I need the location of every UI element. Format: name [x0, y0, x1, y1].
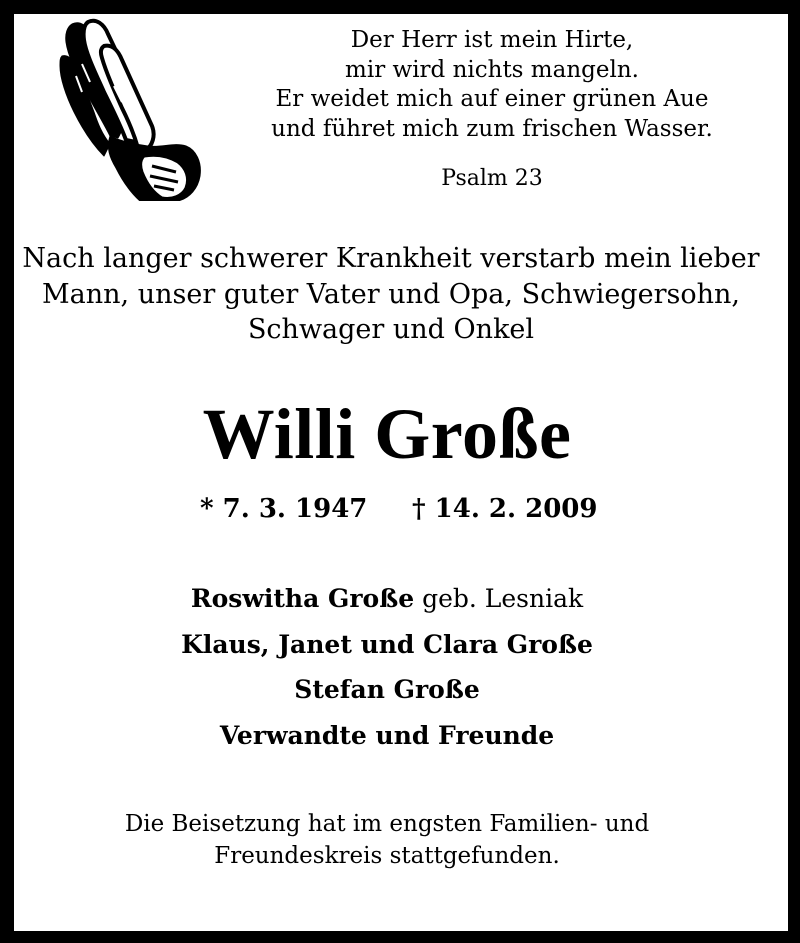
- mourner-name: Klaus, Janet und Clara Große: [181, 629, 593, 659]
- psalm-line: und führet mich zum frischen Wasser.: [271, 115, 713, 142]
- death-date: † 14. 2. 2009: [412, 494, 598, 524]
- mourner-name: Verwandte und Freunde: [219, 720, 555, 750]
- intro-line: Nach langer schwerer Krankheit verstarb mein lieber: [22, 243, 760, 274]
- intro-line: Mann, unser guter Vater und Opa, Schwiegersohn,: [42, 278, 740, 310]
- mourners-list: [0, 576, 774, 758]
- mourner-line: [0, 576, 774, 622]
- funeral-line: Die Beisetzung hat im engsten Familien- und: [124, 811, 650, 837]
- mourner-name: Stefan Große: [294, 675, 480, 704]
- psalm-line: mir wird nichts mangeln.: [345, 56, 639, 83]
- funeral-note: [0, 808, 774, 872]
- deceased-name: Willi Große: [202, 394, 572, 474]
- birth-date: * 7. 3. 1947: [200, 494, 368, 524]
- mourner-name: Roswitha Große: [190, 584, 415, 613]
- mourner-line: [0, 667, 774, 713]
- maiden-name: geb. Lesniak: [414, 584, 584, 613]
- intro-text: [20, 241, 762, 348]
- mourner-line: [0, 713, 774, 759]
- intro-line: Schwager und Onkel: [247, 314, 535, 345]
- praying-hands-icon: [52, 16, 202, 201]
- psalm-reference: Psalm 23: [441, 166, 543, 191]
- psalm-line: Der Herr ist mein Hirte,: [350, 27, 634, 53]
- psalm-quote: [250, 26, 734, 144]
- funeral-line: Freundeskreis stattgefunden.: [214, 843, 560, 869]
- mourner-line: [0, 622, 774, 668]
- psalm-line: Er weidet mich auf einer grünen Aue: [275, 86, 709, 112]
